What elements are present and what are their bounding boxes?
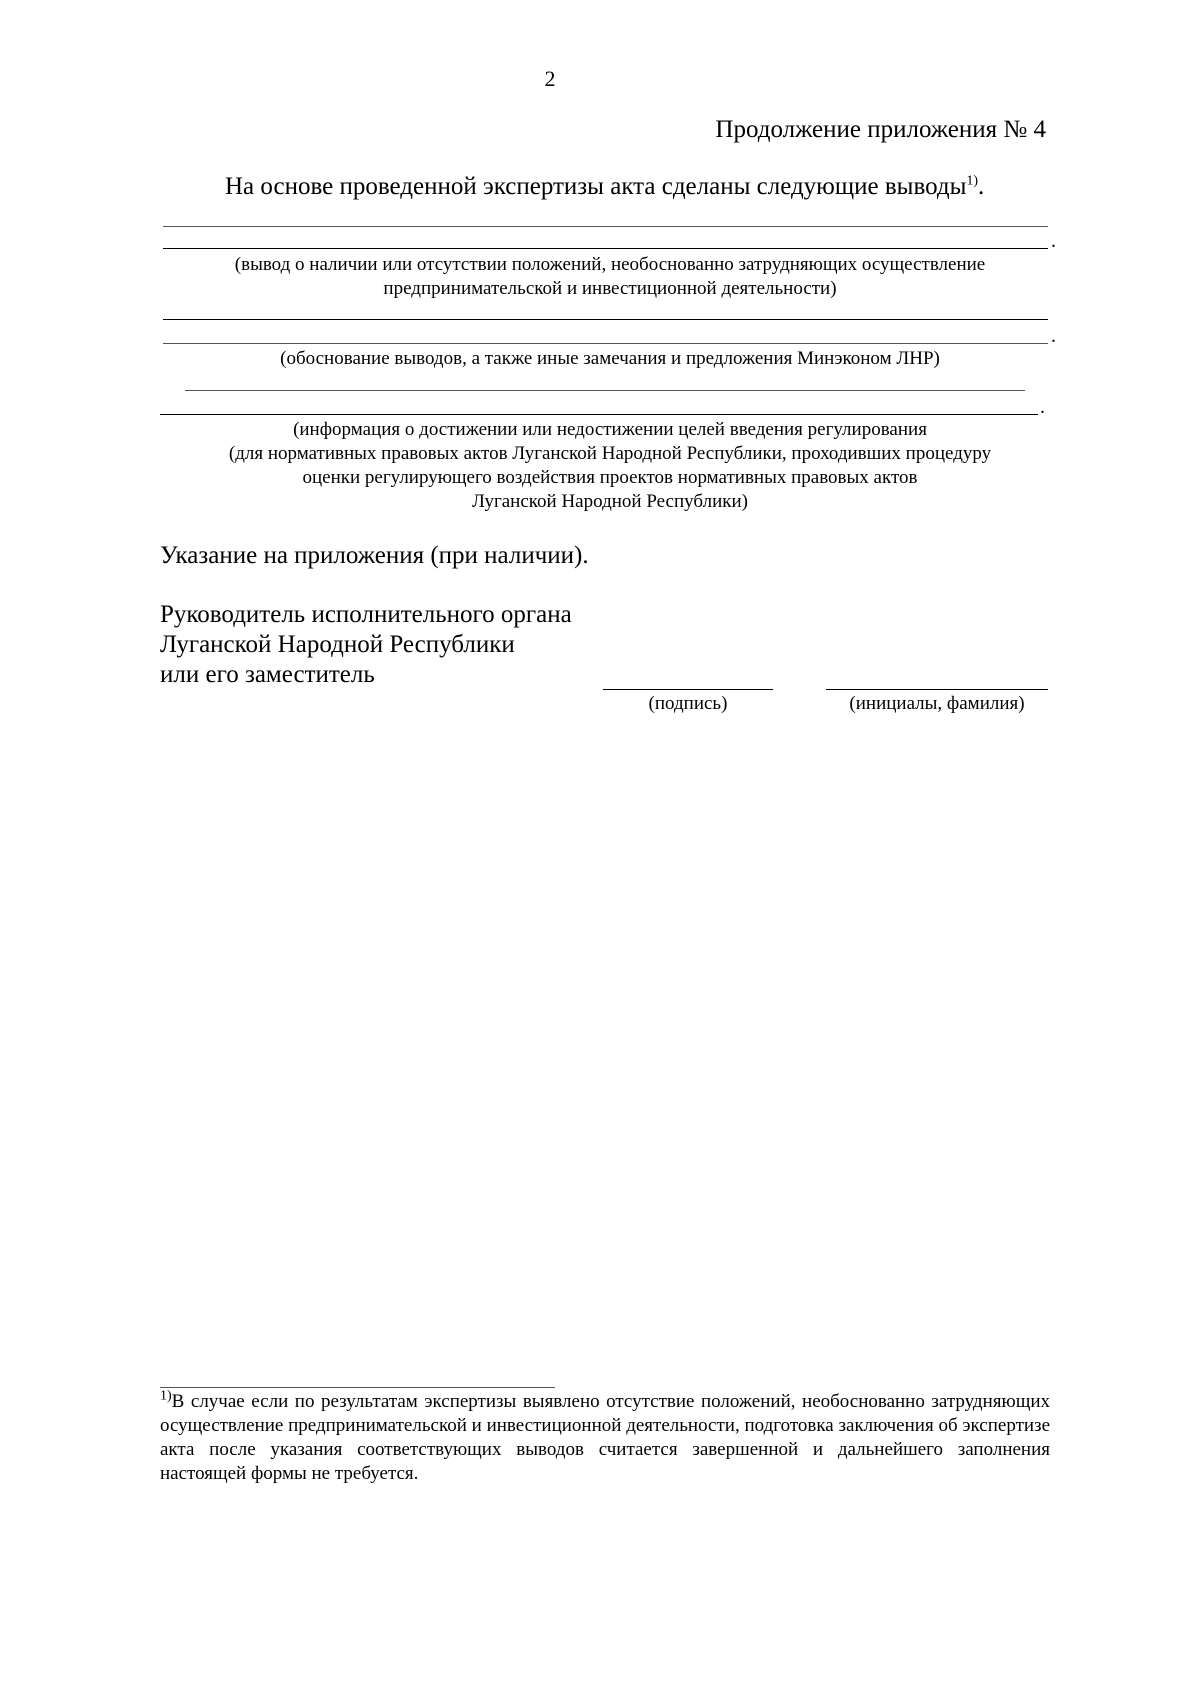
attachments-note: Указание на приложения (при наличии). (160, 542, 589, 569)
intro-text: На основе проведенной экспертизы акта сделаны следующие выводы (225, 173, 967, 200)
appendix-title: Продолжение приложения № 4 (715, 116, 1046, 143)
signature-caption: (подпись) (648, 693, 728, 714)
signature-line (603, 689, 773, 690)
signatory-line: Луганской Народной Республики (160, 631, 515, 658)
intro-footnote-mark: 1) (966, 173, 979, 189)
intro-sentence (225, 172, 984, 202)
footnote (160, 1390, 1050, 1486)
footnote-mark: 1) (160, 1388, 172, 1404)
line-end-dot: . (1051, 325, 1056, 347)
signatory-block (160, 600, 572, 690)
fill-line (160, 414, 1038, 415)
page-number: 2 (544, 66, 556, 91)
name-line (826, 689, 1048, 690)
footnote-text: В случае если по результатам экспертизы выявлено отсутствие положений, необоснованно затрудняющих осуществление предпринимательской и инвестиционной деятельности, подготовка заключения об экспертизе акта после указания соответствующих выводов считается завершенной и дальнейшего заполнения настоящей формы не требуется. (160, 1391, 1050, 1484)
footnote-separator (160, 1387, 555, 1388)
name-caption: (инициалы, фамилия) (849, 693, 1025, 714)
signatory-line: или его заместитель (160, 661, 375, 688)
fill-line (163, 226, 1048, 227)
fill-line (163, 248, 1048, 249)
line-end-dot: . (1040, 396, 1045, 418)
fill-line (163, 343, 1048, 344)
signatory-line: Руководитель исполнительного органа (160, 601, 572, 628)
line-end-dot: . (1051, 230, 1056, 252)
section-caption-justification: (обоснование выводов, а также иные замечания и предложения Минэконом ЛНР) (280, 348, 940, 369)
section-caption-goals: (информация о достижении или недостижении целей введения регулирования (для нормативных правовых актов Луганской Народной Республики, проходивших процедуру оценки регулирующего воздействия проектов нормативных правовых актов Луганской Народной Республики) (228, 419, 992, 512)
fill-line (185, 390, 1025, 391)
fill-line (163, 319, 1048, 320)
intro-end: . (978, 173, 985, 200)
section-caption-conclusion: (вывод о наличии или отсутствии положений, необоснованно затрудняющих осуществление предпринимательской и инвестиционной деятельности) (234, 254, 986, 299)
